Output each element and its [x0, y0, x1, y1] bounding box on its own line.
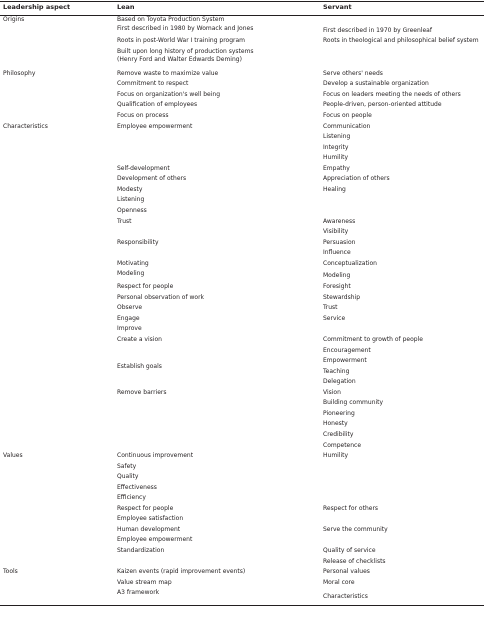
servant-cell: Quality of service: [323, 547, 376, 554]
servant-cell: Credibility: [323, 431, 354, 438]
servant-cell: Teaching: [323, 368, 350, 375]
lean-cell: Respect for people: [117, 505, 174, 512]
lean-cell: (Henry Ford and Walter Edwards Deming): [117, 56, 242, 63]
servant-cell: Conceptualization: [323, 260, 377, 267]
servant-cell: Focus on leaders meeting the needs of others: [323, 91, 461, 98]
servant-cell: First described in 1970 by Greenleaf: [323, 27, 432, 34]
lean-cell: Effectiveness: [117, 484, 157, 491]
lean-cell: Modeling: [117, 270, 145, 277]
header-leadership-aspect: Leadership aspect: [3, 3, 71, 11]
servant-cell: Humility: [323, 452, 349, 459]
lean-cell: Employee empowerment: [117, 123, 193, 130]
servant-cell: Focus on people: [323, 112, 372, 119]
servant-cell: People-driven, person-oriented attitude: [323, 101, 442, 108]
lean-cell: Efficiency: [117, 494, 146, 501]
servant-cell: Listening: [323, 133, 351, 140]
aspect-cell: Philosophy: [3, 70, 36, 77]
top-rule: [0, 1, 484, 2]
lean-cell: Quality: [117, 473, 139, 480]
servant-cell: Competence: [323, 442, 362, 449]
header-lean: Lean: [117, 3, 135, 11]
servant-cell: Pioneering: [323, 410, 355, 417]
servant-cell: Communication: [323, 123, 371, 130]
servant-cell: Influence: [323, 249, 351, 256]
lean-cell: Roots in post-World War I training program: [117, 37, 246, 44]
servant-cell: Service: [323, 315, 346, 322]
servant-cell: Release of checklists: [323, 558, 386, 565]
servant-cell: Commitment to growth of people: [323, 336, 423, 343]
lean-cell: Openness: [117, 207, 147, 214]
lean-cell: Kaizen events (rapid improvement events): [117, 568, 246, 575]
servant-cell: Personal values: [323, 568, 370, 575]
lean-cell: Engage: [117, 315, 140, 322]
servant-cell: Foresight: [323, 283, 351, 290]
lean-cell: Qualification of employees: [117, 101, 198, 108]
servant-cell: Roots in theological and philosophical belief system: [323, 37, 479, 44]
servant-cell: Delegation: [323, 378, 356, 385]
servant-cell: Visibility: [323, 228, 349, 235]
lean-cell: Safety: [117, 463, 137, 470]
servant-cell: Serve others' needs: [323, 70, 383, 77]
servant-cell: Building community: [323, 399, 384, 406]
servant-cell: Encouragement: [323, 347, 371, 354]
lean-cell: Trust: [117, 218, 132, 225]
servant-cell: Serve the community: [323, 526, 388, 533]
lean-cell: Focus on process: [117, 112, 169, 119]
lean-cell: Continuous improvement: [117, 452, 194, 459]
lean-cell: Human development: [117, 526, 181, 533]
lean-cell: Development of others: [117, 175, 187, 182]
servant-cell: Humility: [323, 154, 349, 161]
lean-cell: Personal observation of work: [117, 294, 205, 301]
lean-cell: Focus on organization's well being: [117, 91, 221, 98]
lean-cell: Remove barriers: [117, 389, 167, 396]
servant-cell: Awareness: [323, 218, 356, 225]
servant-cell: Trust: [323, 304, 338, 311]
lean-cell: First described in 1980 by Womack and Jones: [117, 25, 254, 32]
lean-cell: Motivating: [117, 260, 149, 267]
lean-cell: Based on Toyota Production System: [117, 16, 225, 23]
lean-cell: Modesty: [117, 186, 143, 193]
servant-cell: Persuasion: [323, 239, 356, 246]
servant-cell: Vision: [323, 389, 341, 396]
aspect-cell: Values: [3, 452, 23, 459]
servant-cell: Respect for others: [323, 505, 379, 512]
servant-cell: Integrity: [323, 144, 349, 151]
servant-cell: Modeling: [323, 272, 351, 279]
servant-cell: Appreciation of others: [323, 175, 390, 182]
servant-cell: Honesty: [323, 420, 348, 427]
lean-cell: Respect for people: [117, 283, 174, 290]
servant-cell: Healing: [323, 186, 346, 193]
aspect-cell: Tools: [3, 568, 18, 575]
servant-cell: Moral core: [323, 579, 355, 586]
header-servant: Servant: [323, 3, 352, 11]
lean-cell: Listening: [117, 196, 145, 203]
lean-cell: Create a vision: [117, 336, 162, 343]
lean-cell: Standardization: [117, 547, 165, 554]
lean-cell: A3 framework: [117, 589, 160, 596]
servant-cell: Develop a sustainable organization: [323, 80, 429, 87]
lean-cell: Employee empowerment: [117, 536, 193, 543]
lean-cell: Remove waste to maximize value: [117, 70, 219, 77]
aspect-cell: Characteristics: [3, 123, 48, 130]
lean-cell: Commitment to respect: [117, 80, 189, 87]
lean-cell: Employee satisfaction: [117, 515, 184, 522]
servant-cell: Characteristics: [323, 593, 368, 600]
bottom-rule: [0, 605, 484, 606]
lean-cell: Improve: [117, 325, 142, 332]
header-rule: [0, 15, 484, 16]
lean-cell: Responsibility: [117, 239, 159, 246]
aspect-cell: Origins: [3, 16, 25, 23]
lean-cell: Self-development: [117, 165, 170, 172]
servant-cell: Empowerment: [323, 357, 367, 364]
lean-cell: Establish goals: [117, 363, 162, 370]
lean-cell: Built upon long history of production systems: [117, 48, 254, 55]
lean-cell: Value stream map: [117, 579, 172, 586]
lean-cell: Observe: [117, 304, 143, 311]
servant-cell: Empathy: [323, 165, 350, 172]
servant-cell: Stewardship: [323, 294, 361, 301]
